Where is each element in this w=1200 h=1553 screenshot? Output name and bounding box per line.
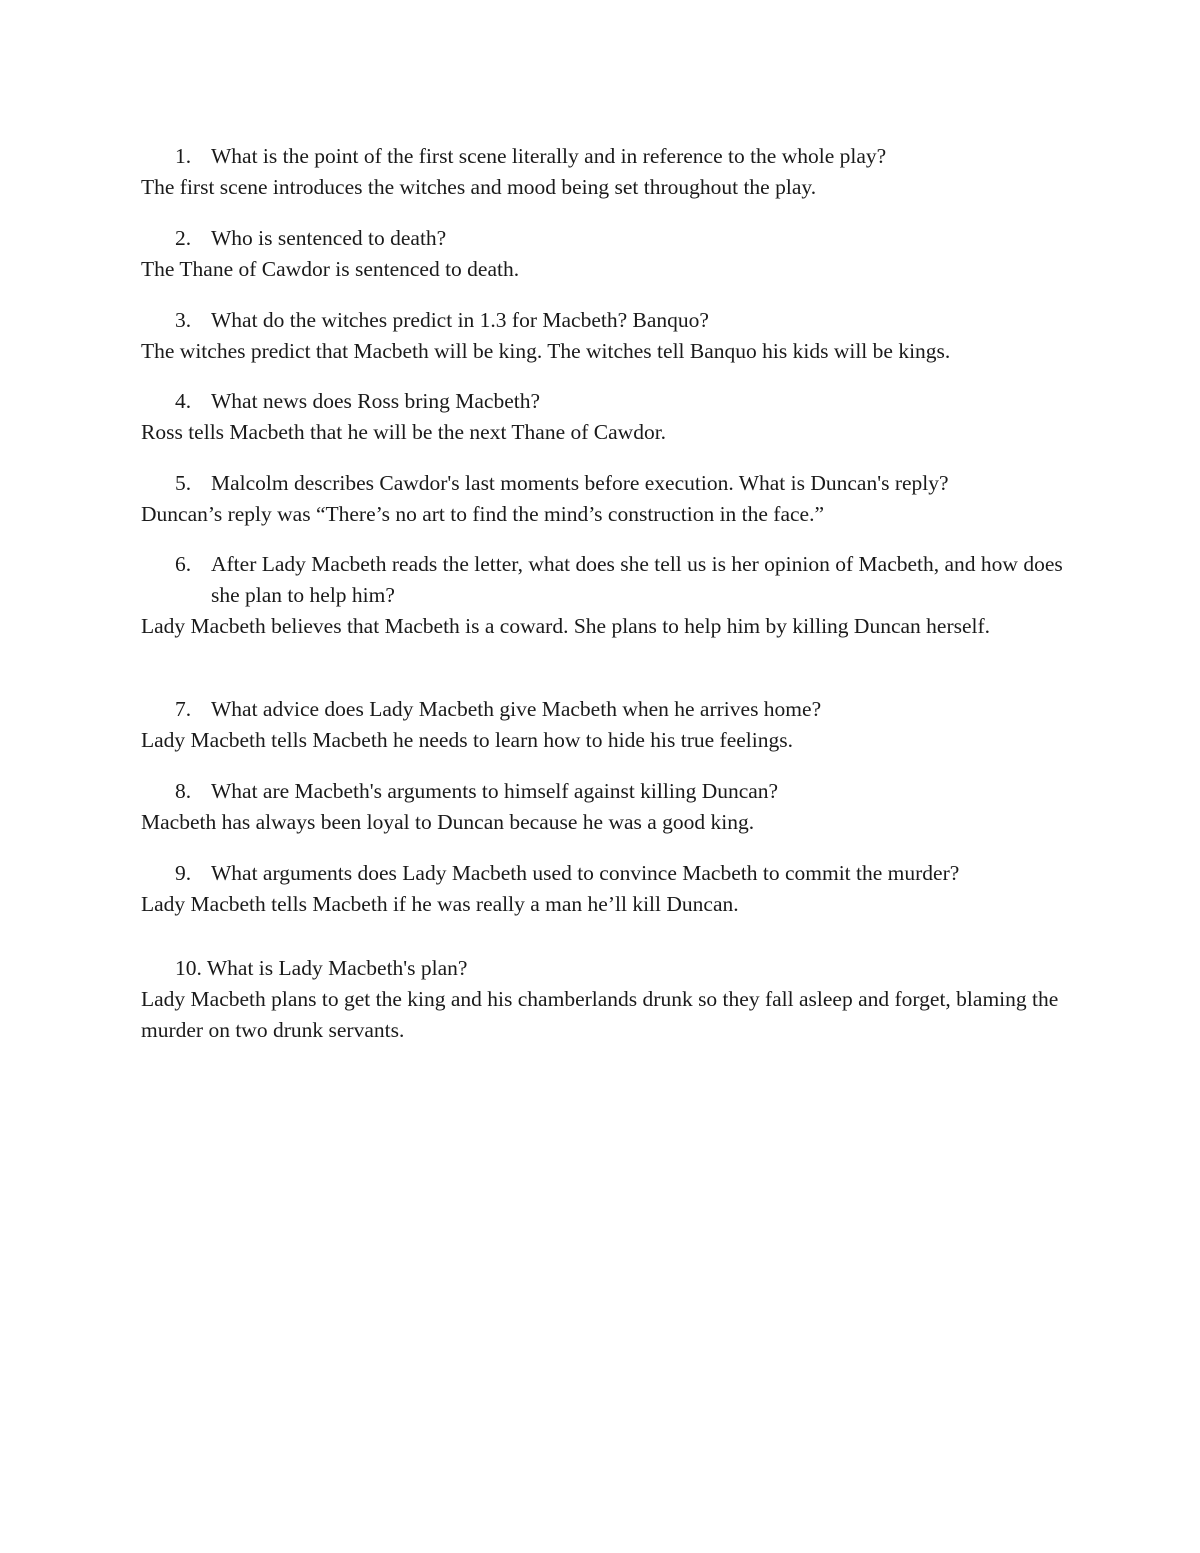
question-text: What is the point of the first scene literally and in reference to the whole play? [211, 144, 887, 168]
question-6 [141, 549, 1071, 611]
qa-item-10 [141, 953, 1071, 1046]
question-1 [141, 141, 1071, 172]
question-text: What are Macbeth's arguments to himself against killing Duncan? [211, 779, 779, 803]
question-7 [141, 694, 1071, 725]
question-2 [141, 223, 1071, 254]
question-number: 1. [175, 144, 192, 168]
qa-item-4 [141, 386, 1071, 448]
qa-item-9 [141, 858, 1071, 920]
question-text: What do the witches predict in 1.3 for Macbeth? Banquo? [211, 308, 709, 332]
answer-7: Lady Macbeth tells Macbeth he needs to learn how to hide his true feelings. [141, 728, 793, 752]
answer-9: Lady Macbeth tells Macbeth if he was really a man he’ll kill Duncan. [141, 892, 739, 916]
question-number: 2. [175, 226, 192, 250]
question-4 [141, 386, 1071, 417]
question-number: 4. [175, 389, 192, 413]
answer-2: The Thane of Cawdor is sentenced to death. [141, 257, 520, 281]
question-text: After Lady Macbeth reads the letter, what does she tell us is her opinion of Macbeth, and how does she plan to help him? [211, 552, 1063, 607]
answer-8: Macbeth has always been loyal to Duncan because he was a good king. [141, 810, 755, 834]
question-number: 6. [175, 552, 192, 576]
question-number: 8. [175, 779, 192, 803]
question-number: 7. [175, 697, 192, 721]
question-text: Who is sentenced to death? [211, 226, 447, 250]
question-10 [141, 953, 1071, 984]
answer-1: The first scene introduces the witches and mood being set throughout the play. [141, 175, 817, 199]
qa-item-2 [141, 223, 1071, 285]
answer-3: The witches predict that Macbeth will be king. The witches tell Banquo his kids will be kings. [141, 339, 951, 363]
question-text: What is Lady Macbeth's plan? [206, 956, 468, 980]
question-number: 5. [175, 471, 192, 495]
question-number: 10. [175, 956, 202, 980]
qa-item-6 [141, 549, 1071, 642]
question-text: What arguments does Lady Macbeth used to convince Macbeth to commit the murder? [211, 861, 960, 885]
answer-5: Duncan’s reply was “There’s no art to find the mind’s construction in the face.” [141, 502, 825, 526]
question-5 [141, 468, 1071, 499]
question-3 [141, 305, 1071, 336]
answer-6: Lady Macbeth believes that Macbeth is a coward. She plans to help him by killing Duncan herself. [141, 614, 991, 638]
question-number: 9. [175, 861, 192, 885]
answer-4: Ross tells Macbeth that he will be the next Thane of Cawdor. [141, 420, 667, 444]
question-text: What news does Ross bring Macbeth? [211, 389, 540, 413]
answer-10: Lady Macbeth plans to get the king and his chamberlands drunk so they fall asleep and forget, blaming the murder on two drunk servants. [141, 987, 1059, 1042]
qa-item-1 [141, 141, 1071, 203]
qa-item-3 [141, 305, 1071, 367]
question-text: Malcolm describes Cawdor's last moments before execution. What is Duncan's reply? [211, 471, 949, 495]
qa-item-5 [141, 468, 1071, 530]
question-text: What advice does Lady Macbeth give Macbeth when he arrives home? [211, 697, 822, 721]
qa-item-7 [141, 694, 1071, 756]
question-number: 3. [175, 308, 192, 332]
qa-item-8 [141, 776, 1071, 838]
question-9 [141, 858, 1071, 889]
question-8 [141, 776, 1071, 807]
